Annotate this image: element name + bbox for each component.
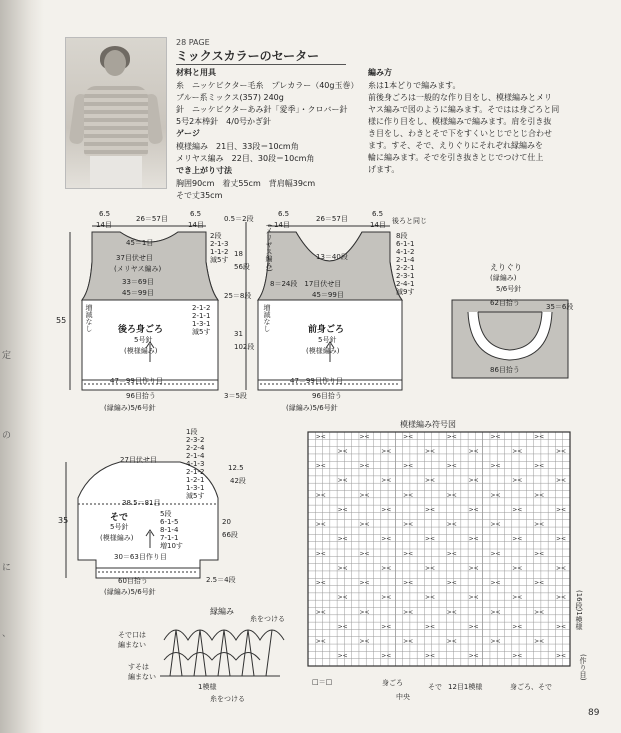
chart-stitch-symbol: ><: [490, 608, 501, 616]
sleeve-body-height: 20: [222, 518, 231, 526]
chart-stitch-symbol: ><: [468, 477, 479, 485]
front-cast-on: 47＝99目作り目: [290, 377, 343, 385]
back-side-note: 増減なし: [85, 304, 93, 332]
chart-stitch-symbol: ><: [424, 535, 436, 543]
chart-stitch-symbol: ><: [381, 447, 392, 455]
chart-stitch-symbol: ><: [359, 608, 370, 616]
chart-sleeve-note: そで: [428, 683, 442, 691]
prev-page-char: に: [2, 563, 12, 573]
edging-note1: そで口は: [118, 631, 146, 639]
sleeve-body-rows: 66段: [222, 531, 238, 539]
chart-stitch-symbol: ><: [534, 491, 545, 499]
chart-stitch-symbol: ><: [534, 521, 545, 529]
chart-stitch-symbol: ><: [446, 608, 457, 616]
method-heading: 編み方: [368, 68, 392, 77]
materials-needle2: 5号2本棒針 4/0号かぎ針: [176, 117, 272, 126]
edging-attach-bottom: 糸をつける: [210, 695, 245, 703]
edging-note3: すそは: [128, 663, 149, 671]
chart-stitch-symbol: ><: [468, 535, 479, 543]
prev-page-char: 、: [2, 629, 12, 639]
back-width-45: 45＝99目: [122, 289, 154, 297]
chart-stitch-symbol: ><: [490, 491, 501, 499]
body-height: 55: [56, 316, 67, 325]
sleeve-hem-rows: 2.5＝4段: [206, 576, 236, 584]
sleeve-pickup: 60目拾う: [118, 577, 148, 585]
page-reference: 28 PAGE: [176, 38, 210, 47]
chart-stitch-symbol: ><: [403, 462, 414, 470]
chart-stitch-symbol: ><: [512, 623, 523, 631]
back-row-05: 0.5＝2段: [224, 215, 254, 223]
page-number: 89: [588, 708, 600, 718]
chart-stitch-symbol: ><: [359, 521, 370, 529]
front-neck-decreases: 8段 6-1-1 4-1-2 2-1-4 2-2-1 2-3-1 2-4-1 減9す: [396, 232, 415, 296]
chart-stitch-symbol: ><: [512, 652, 523, 660]
chart-stitch-symbol: ><: [381, 594, 392, 602]
chart-stitch-symbol: ><: [403, 433, 414, 441]
materials-yarn: 糸 ニッケビクター毛糸 プレカラー（40g玉巻）: [176, 81, 359, 90]
gauge-heading: ゲージ: [176, 129, 200, 138]
front-edging: (縁編み)5/6号針: [286, 404, 338, 412]
back-neck-decreases: 2段 2-1-3 1-1-2 減5す: [210, 232, 229, 264]
chart-stitch-symbol: ><: [534, 579, 545, 587]
front-same-as-back: 後ろと同じ: [392, 217, 427, 225]
sleeve-increases: 5段 6-1-5 8-1-4 7-1-1 増10す: [160, 510, 183, 550]
chart-title: 模様編み符号図: [400, 420, 456, 429]
front-shoulder-right: 6.5: [372, 210, 384, 218]
chart-stitch-symbol: ><: [315, 608, 326, 616]
neckband-needle: 5/6号針: [496, 285, 522, 293]
back-armhole-decreases: 2-1-2 2-1-1 1-3-1 減5す: [192, 304, 211, 336]
chart-stitch-symbol: ><: [555, 594, 567, 602]
chart-stitch-symbol: ><: [315, 638, 326, 646]
chart-stitch-symbol: ><: [468, 623, 479, 631]
back-edging: (縁編み)5/6号針: [104, 404, 156, 412]
chart-stitch-symbol: ><: [424, 477, 436, 485]
chart-stitch-symbol: ><: [446, 550, 457, 558]
back-width-33: 33＝69目: [122, 278, 154, 286]
chart-stitch-symbol: ><: [424, 623, 436, 631]
chart-stitch-symbol: ><: [381, 535, 392, 543]
edging-note2: 編まない: [118, 641, 146, 649]
pattern-chart-grid: [308, 432, 570, 666]
chart-stitch-symbol: ><: [555, 506, 567, 514]
chart-stitch-symbol: ><: [555, 623, 567, 631]
chart-stitch-symbol: ><: [381, 477, 392, 485]
chart-body-note: 身ごろ: [382, 679, 403, 687]
chart-body-sleeve: 身ごろ、そで: [510, 683, 552, 691]
chart-stitch-symbol: ><: [337, 594, 348, 602]
edging-stitch-chart: [160, 630, 284, 676]
back-row-25: 25＝8段: [224, 292, 252, 300]
front-neck-width: 26＝57目: [316, 215, 348, 223]
sleeve-edging: (縁編み)5/6号針: [104, 588, 156, 596]
chart-stitch-symbol: ><: [446, 491, 457, 499]
chart-stitch-symbol: ><: [359, 550, 370, 558]
front-meriyasu: (メリヤス編み): [265, 224, 273, 272]
chart-stitch-symbol: ><: [359, 433, 370, 441]
chart-stitch-symbol: ><: [446, 433, 457, 441]
chart-stitch-symbol: ><: [403, 521, 414, 529]
chart-stitch-symbol: ><: [337, 447, 348, 455]
sleeve-width-385: 38.5＝81目: [122, 499, 161, 507]
chart-stitch-symbol: ><: [315, 550, 326, 558]
back-needle: 5号針: [134, 336, 153, 344]
sleeve-cap-height: 12.5: [228, 464, 244, 472]
chart-stitch-symbol: ><: [381, 652, 392, 660]
chart-stitch-symbol: ><: [446, 521, 457, 529]
chart-stitch-symbol: ><: [555, 564, 567, 572]
method-line: 前後身ごろは一般的な作り目をし、模様編みとメリ: [368, 93, 552, 102]
chart-stitch-symbol: ><: [337, 506, 348, 514]
chart-stitch-symbol: ><: [468, 594, 479, 602]
sleeve-cast-on: 30＝63目作り目: [114, 553, 167, 561]
chart-rows-label: (16段)1模様: [575, 590, 583, 630]
front-neck-rows: 13＝40段: [316, 253, 348, 261]
chart-stitch-symbol: ><: [534, 638, 545, 646]
neckband-title: えりぐり: [490, 263, 522, 272]
chart-stitch-symbol: ><: [359, 579, 370, 587]
back-piece-name: 後ろ身ごろ: [118, 325, 164, 335]
method-line: ます。すそ、そで、えりぐりにそれぞれ縁編みを: [368, 141, 544, 150]
front-shoulder-left-st: 14目: [274, 221, 290, 229]
front-side-note: 増減なし: [263, 304, 271, 332]
chart-stitch-symbol: ><: [534, 433, 545, 441]
method-line: 糸は1本どりで編みます。: [368, 81, 461, 90]
chart-stitch-symbol: ><: [403, 491, 414, 499]
chart-stitch-symbol: ><: [490, 433, 501, 441]
sleeve-cap-rows: 42段: [230, 477, 246, 485]
back-bind-off: 37目伏せ目: [116, 254, 153, 262]
materials-heading: 材料と用具: [176, 68, 216, 77]
prev-page-char: 定: [2, 351, 12, 361]
method-line: 様に作り目をし、模様編みで編みます。肩を引き抜: [368, 117, 552, 126]
chart-stitch-symbol: ><: [424, 594, 436, 602]
sleeve-top-bind: 27目伏せ目: [120, 456, 157, 464]
neckband-front-pickup: 86目拾う: [490, 366, 520, 374]
chart-stitch-symbol: ><: [337, 623, 348, 631]
front-shoulder-left: 6.5: [278, 210, 290, 218]
chart-stitch-symbol: ><: [555, 477, 567, 485]
chart-stitch-symbol: ><: [490, 462, 501, 470]
chart-stitch-symbol: ><: [555, 535, 567, 543]
sleeve-pattern: (模様編み): [100, 534, 134, 542]
back-neck-width: 26＝57目: [136, 215, 168, 223]
chart-stitch-symbol: ><: [403, 550, 414, 558]
chart-stitch-symbol: ><: [512, 594, 523, 602]
chart-cast-on: (作り目): [579, 654, 587, 681]
chart-stitch-symbol: ><: [337, 564, 348, 572]
chart-stitch-symbol: ><: [424, 652, 436, 660]
chart-stitch-symbol: ><: [446, 462, 457, 470]
chart-stitch-symbol: ><: [468, 564, 479, 572]
back-hem-rows: 3＝5段: [224, 392, 247, 400]
chart-stitch-symbol: ><: [490, 579, 501, 587]
edging-title: 縁編み: [210, 607, 234, 616]
back-shoulder-right-st: 14目: [188, 221, 204, 229]
chart-stitch-symbol: ><: [490, 638, 501, 646]
chart-stitch-symbol: ><: [381, 623, 392, 631]
front-piece-name: 前身ごろ: [308, 325, 345, 335]
front-pickup: 96目拾う: [312, 392, 342, 400]
front-width-45: 45＝99目: [312, 291, 344, 299]
method-line: ヤス編みで図のように編みます。そではは身ごろと同: [368, 105, 560, 114]
sleeve-piece-name: そで: [110, 513, 129, 523]
gauge-meriyasu: メリヤス編み 22目、30段＝10cm角: [176, 154, 315, 163]
chart-stitch-symbol: ><: [424, 506, 436, 514]
chart-stitch-symbol: ><: [359, 491, 370, 499]
materials-yarn2: ブルー系ミックス(357) 240g: [176, 93, 284, 102]
back-shoulder-left-st: 14目: [96, 221, 112, 229]
chart-stitch-symbol: ><: [534, 550, 545, 558]
chart-stitch-symbol: ><: [359, 462, 370, 470]
sleeve-length: 35: [58, 516, 69, 525]
back-shoulder-right: 6.5: [190, 210, 202, 218]
chart-stitch-symbol: ><: [315, 433, 326, 441]
front-pattern: (模様編み): [306, 347, 340, 355]
size-heading: でき上がり寸法: [176, 166, 232, 175]
chart-legend: □＝□: [312, 678, 333, 686]
method-line: き目をし、わきとそで下をすくいとじでとじ合わせ: [368, 129, 552, 138]
chart-stitch-symbol: ><: [424, 564, 436, 572]
method-line: 輪に編みます。そでを引き抜きとじでつけて仕上: [368, 153, 544, 162]
chart-stitch-symbol: ><: [446, 579, 457, 587]
chart-stitch-symbol: ><: [512, 535, 523, 543]
chart-stitch-symbol: ><: [381, 506, 392, 514]
chart-stitch-symbol: ><: [512, 564, 523, 572]
gauge-pattern: 模様編み 21目、33段＝10cm角: [176, 142, 299, 151]
chart-stitch-symbol: ><: [555, 652, 567, 660]
back-body-height: 31: [234, 330, 243, 338]
edging-attach-top: 糸をつける: [250, 615, 285, 623]
chart-stitch-symbol: ><: [468, 447, 479, 455]
back-pickup: 96目拾う: [126, 392, 156, 400]
chart-stitch-symbol: ><: [403, 638, 414, 646]
back-shoulder-left: 6.5: [99, 210, 111, 218]
chart-stitch-symbol: ><: [381, 564, 392, 572]
chart-stitch-symbol: ><: [446, 638, 457, 646]
chart-stitch-symbol: ><: [512, 506, 523, 514]
prev-page-char: の: [2, 431, 12, 441]
chart-stitch-symbol: ><: [468, 652, 479, 660]
chart-center: 中央: [396, 693, 410, 701]
chart-stitch-symbol: ><: [315, 491, 326, 499]
method-line: げます。: [368, 165, 400, 174]
sleeve-needle: 5号針: [110, 523, 129, 531]
materials-needle: 針 ニッケビクターあみ針「愛季」・クロバー針: [176, 105, 348, 114]
chart-stitch-symbol: ><: [315, 462, 326, 470]
chart-stitch-symbol: ><: [403, 579, 414, 587]
neckband-rows: 35＝6段: [546, 303, 574, 311]
chart-stitch-symbol: ><: [359, 638, 370, 646]
size-line1: 胸囲90cm 着丈55cm 背肩幅39cm: [176, 179, 316, 188]
chart-stitch-symbol: ><: [490, 550, 501, 558]
page-title: ミックスカラーのセーター: [176, 47, 346, 65]
chart-stitch-symbol: ><: [315, 521, 326, 529]
size-line2: そで丈35cm: [176, 191, 223, 200]
neckband-back-pickup: 62目拾う: [490, 299, 520, 307]
chart-stitch-symbol: ><: [534, 462, 545, 470]
edging-note4: 編まない: [128, 673, 156, 681]
chart-stitch-symbol: ><: [512, 477, 523, 485]
back-body-rows: 102段: [234, 343, 255, 351]
chart-stitch-symbol: ><: [555, 447, 567, 455]
edging-repeat: 1模様: [198, 683, 217, 691]
front-center-bind: 8＝24段 17目伏せ目: [270, 280, 342, 288]
chart-stitch-symbol: ><: [512, 447, 523, 455]
chart-stitch-symbol: ><: [490, 521, 501, 529]
chart-stitch-symbol: ><: [424, 447, 436, 455]
chart-stitch-symbol: ><: [337, 477, 348, 485]
chart-repeat: 12目1模様: [448, 683, 483, 691]
back-armhole-rows: 56段: [234, 263, 250, 271]
chart-stitch-symbol: ><: [337, 652, 348, 660]
chart-stitch-symbol: ><: [315, 579, 326, 587]
chart-stitch-symbol: ><: [337, 535, 348, 543]
chart-stitch-symbol: ><: [534, 608, 545, 616]
front-shoulder-right-st: 14目: [370, 221, 386, 229]
front-needle: 5号針: [318, 336, 337, 344]
sleeve-cap-decreases: 1段 2-3-2 2-2-4 2-1-4 4-1-3 2-1-2 1-2-1 1-3-1 減5す: [186, 428, 205, 500]
back-cast-on: 47＝99目作り目: [110, 377, 163, 385]
chart-stitch-symbol: ><: [403, 608, 414, 616]
neckband-pattern: (縁編み): [490, 274, 517, 282]
back-neck-label: 45＝1目: [126, 239, 154, 247]
back-armhole-height: 18: [234, 250, 243, 258]
back-meriyasu: (メリヤス編み): [114, 265, 162, 273]
back-pattern: (模様編み): [124, 347, 158, 355]
chart-stitch-symbol: ><: [468, 506, 479, 514]
